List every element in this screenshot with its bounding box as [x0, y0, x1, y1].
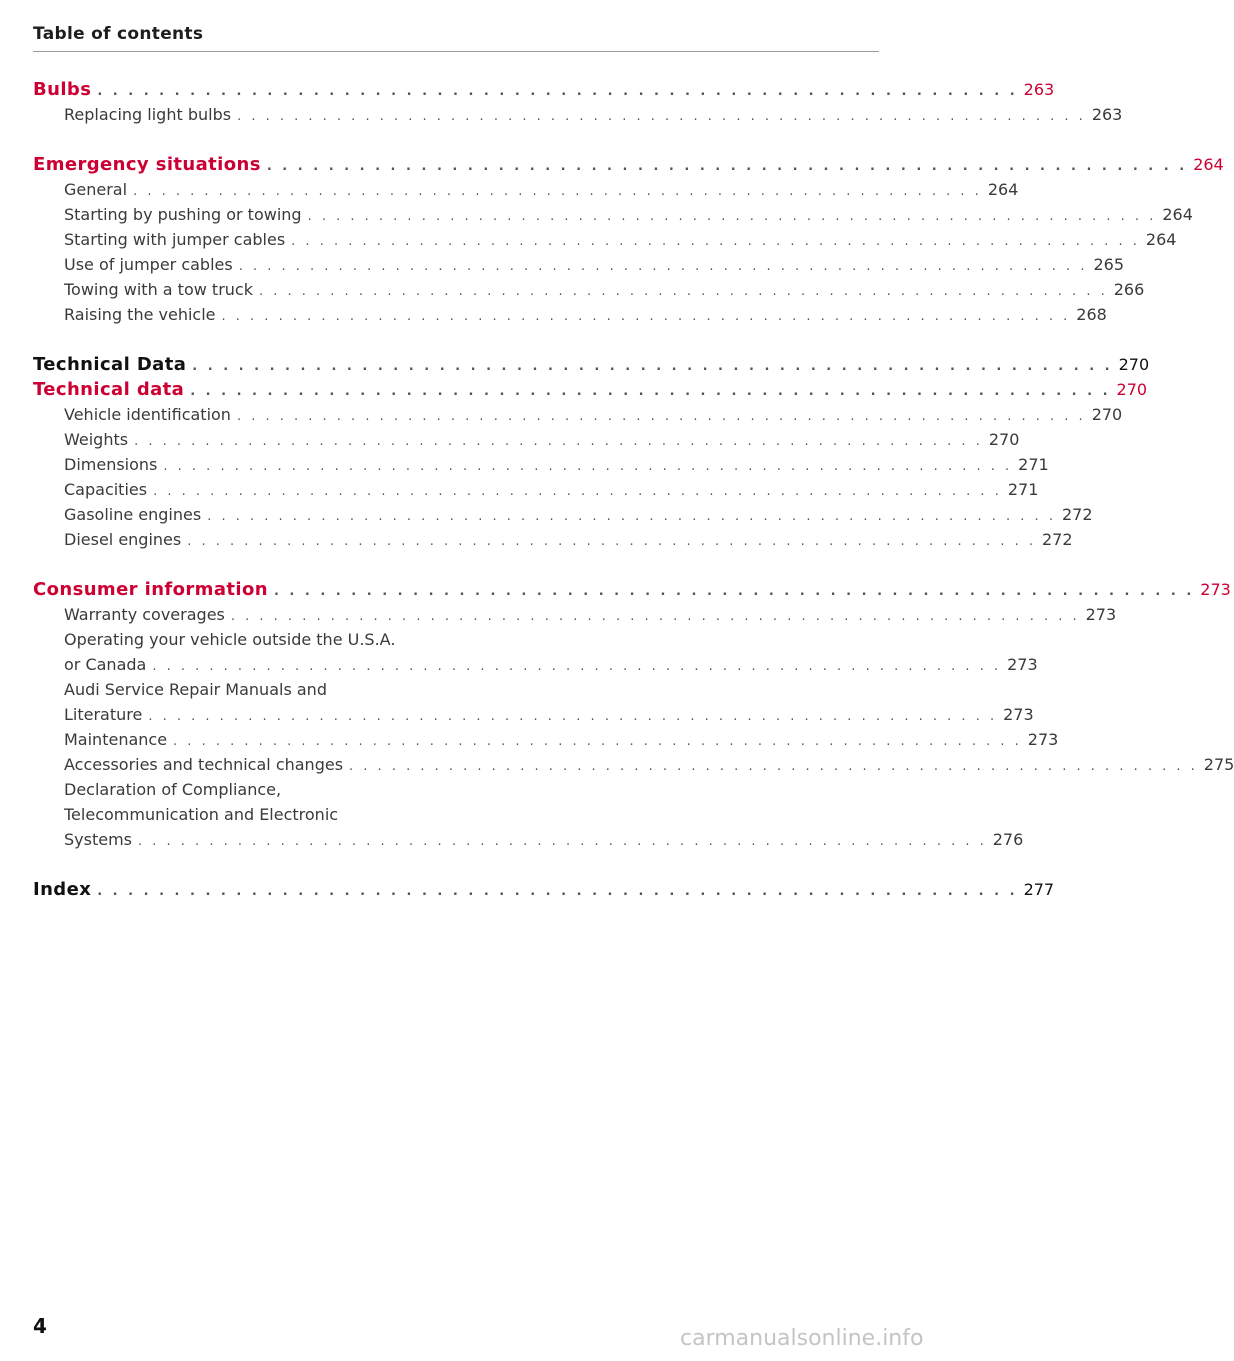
dot-leader: . . . . . . . . . . . . . . . . . . . . . . . . . . . . . . . . . . . . . . . . . . . . . . . . . . . . . . . . . . . .	[97, 884, 1018, 899]
page-number: 4	[33, 1314, 47, 1338]
toc-entry-label: Index	[33, 879, 92, 900]
dot-leader: . . . . . . . . . . . . . . . . . . . . . . . . . . . . . . . . . . . . . . . . . . . . . . . . . . . . . . . . . . . .	[163, 459, 1013, 474]
toc-entry-page: 272	[1061, 505, 1093, 524]
dot-leader: . . . . . . . . . . . . . . . . . . . . . . . . . . . . . . . . . . . . . . . . . . . . . . . . . . . . . . . . . . . .	[192, 359, 1113, 374]
toc-entry[interactable]	[33, 102, 1123, 127]
toc-chapter-entry[interactable]	[33, 152, 1224, 177]
toc-entry-label: or Canada	[64, 655, 147, 674]
toc-entry-label: Warranty coverages	[64, 605, 225, 624]
page-title: Table of contents	[33, 24, 204, 44]
toc-entry[interactable]	[33, 602, 1117, 627]
dot-leader: . . . . . . . . . . . . . . . . . . . . . . . . . . . . . . . . . . . . . . . . . . . . . . . . . . . . . . . . . . . .	[237, 109, 1086, 124]
toc-entry[interactable]	[33, 477, 1039, 502]
toc-entry[interactable]	[33, 527, 1073, 552]
toc-entry[interactable]	[33, 177, 1019, 202]
toc-chapter-entry[interactable]	[33, 377, 1148, 402]
toc-entry-label: Systems	[64, 830, 132, 849]
toc-entry-page: 273	[1003, 705, 1034, 724]
toc-entry-label: Maintenance	[64, 730, 168, 749]
toc-entry-page: 271	[1018, 455, 1049, 474]
toc-entry[interactable]	[33, 752, 1234, 777]
toc-entry-label: Raising the vehicle	[64, 305, 216, 324]
table-of-contents	[33, 77, 1234, 902]
spacer	[33, 327, 453, 352]
toc-entry-label: Telecommunication and Electronic	[64, 805, 339, 824]
dot-leader: . . . . . . . . . . . . . . . . . . . . . . . . . . . . . . . . . . . . . . . . . . . . . . . . . . . . . . . . . . . .	[97, 84, 1018, 99]
toc-entry-label: Weights	[64, 430, 129, 449]
dot-leader: . . . . . . . . . . . . . . . . . . . . . . . . . . . . . . . . . . . . . . . . . . . . . . . . . . . . . . . . . . . .	[230, 609, 1080, 624]
toc-entry[interactable]	[33, 702, 1034, 727]
toc-entry-continued	[33, 677, 453, 702]
dot-leader: . . . . . . . . . . . . . . . . . . . . . . . . . . . . . . . . . . . . . . . . . . . . . . . . . . . . . . . . . . . .	[133, 184, 982, 199]
toc-entry-page: 264	[1145, 230, 1177, 249]
toc-entry[interactable]	[33, 402, 1123, 427]
toc-entry-label: Declaration of Compliance,	[64, 780, 282, 799]
dot-leader: . . . . . . . . . . . . . . . . . . . . . . . . . . . . . . . . . . . . . . . . . . . . . . . . . . . . . . . . . . . .	[221, 309, 1071, 324]
toc-entry[interactable]	[33, 827, 1024, 852]
dot-leader: . . . . . . . . . . . . . . . . . . . . . . . . . . . . . . . . . . . . . . . . . . . . . . . . . . . . . . . . . . . .	[207, 509, 1056, 524]
toc-entry-continued	[33, 777, 453, 802]
toc-entry-label: Diesel engines	[64, 530, 182, 549]
toc-entry-label: Audi Service Repair Manuals and	[64, 680, 327, 699]
toc-entry-page: 270	[1116, 380, 1148, 399]
toc-entry-label: Capacities	[64, 480, 148, 499]
toc-entry[interactable]	[33, 502, 1093, 527]
toc-entry[interactable]	[33, 202, 1193, 227]
toc-entry-label: Literature	[64, 705, 143, 724]
dot-leader: . . . . . . . . . . . . . . . . . . . . . . . . . . . . . . . . . . . . . . . . . . . . . . . . . . . . . . . . . . . .	[349, 759, 1198, 774]
toc-entry-page: 273	[1027, 730, 1059, 749]
dot-leader: . . . . . . . . . . . . . . . . . . . . . . . . . . . . . . . . . . . . . . . . . . . . . . . . . . . . . . . . . . . .	[153, 484, 1002, 499]
toc-entry-page: 275	[1203, 755, 1234, 774]
toc-entry-page: 264	[1162, 205, 1193, 224]
toc-entry-label: Accessories and technical changes	[64, 755, 344, 774]
toc-entry-page: 272	[1041, 530, 1073, 549]
toc-entry[interactable]	[33, 427, 1020, 452]
toc-entry[interactable]	[33, 452, 1049, 477]
toc-entry-label: Operating your vehicle outside the U.S.A.	[64, 630, 396, 649]
dot-leader: . . . . . . . . . . . . . . . . . . . . . . . . . . . . . . . . . . . . . . . . . . . . . . . . . . . . . . . . . . . .	[148, 709, 998, 724]
toc-entry[interactable]	[33, 652, 1038, 677]
toc-entry-page: 263	[1091, 105, 1123, 124]
toc-entry-label: Technical Data	[33, 354, 187, 375]
dot-leader: . . . . . . . . . . . . . . . . . . . . . . . . . . . . . . . . . . . . . . . . . . . . . . . . . . . . . . . . . . . .	[152, 659, 1002, 674]
toc-entry-label: Starting by pushing or towing	[64, 205, 302, 224]
toc-entry-page: 273	[1007, 655, 1038, 674]
spacer	[33, 552, 453, 577]
toc-entry-label: Bulbs	[33, 79, 92, 100]
dot-leader: . . . . . . . . . . . . . . . . . . . . . . . . . . . . . . . . . . . . . . . . . . . . . . . . . . . . . . . . . . . .	[190, 384, 1111, 399]
toc-entry-label: Gasoline engines	[64, 505, 202, 524]
dot-leader: . . . . . . . . . . . . . . . . . . . . . . . . . . . . . . . . . . . . . . . . . . . . . . . . . . . . . . . . . . . .	[134, 434, 983, 449]
dot-leader: . . . . . . . . . . . . . . . . . . . . . . . . . . . . . . . . . . . . . . . . . . . . . . . . . . . . . . . . . . . .	[307, 209, 1157, 224]
dot-leader: . . . . . . . . . . . . . . . . . . . . . . . . . . . . . . . . . . . . . . . . . . . . . . . . . . . . . . . . . . . .	[236, 409, 1086, 424]
toc-entry-page: 270	[1091, 405, 1123, 424]
toc-entry-label: Vehicle identification	[64, 405, 231, 424]
toc-entry-page: 265	[1093, 255, 1124, 274]
toc-entry-page: 277	[1023, 880, 1055, 899]
dot-leader: . . . . . . . . . . . . . . . . . . . . . . . . . . . . . . . . . . . . . . . . . . . . . . . . . . . . . . . . . . . .	[258, 284, 1108, 299]
toc-entry[interactable]	[33, 727, 1059, 752]
page-header	[33, 24, 879, 52]
toc-entry-page: 273	[1085, 605, 1117, 624]
toc-entry-label: Emergency situations	[33, 154, 261, 175]
dot-leader: . . . . . . . . . . . . . . . . . . . . . . . . . . . . . . . . . . . . . . . . . . . . . . . . . . . . . . . . . . . .	[173, 734, 1022, 749]
dot-leader: . . . . . . . . . . . . . . . . . . . . . . . . . . . . . . . . . . . . . . . . . . . . . . . . . . . . . . . . . . . .	[138, 834, 987, 849]
toc-entry-label: Technical data	[33, 379, 185, 400]
toc-entry-label: Replacing light bulbs	[64, 105, 232, 124]
dot-leader: . . . . . . . . . . . . . . . . . . . . . . . . . . . . . . . . . . . . . . . . . . . . . . . . . . . . . . . . . . . .	[187, 534, 1036, 549]
toc-entry-page: 270	[988, 430, 1020, 449]
toc-entry-label: Starting with jumper cables	[64, 230, 286, 249]
toc-entry-page: 268	[1076, 305, 1107, 324]
dot-leader: . . . . . . . . . . . . . . . . . . . . . . . . . . . . . . . . . . . . . . . . . . . . . . . . . . . . . . . . . . . .	[291, 234, 1140, 249]
spacer	[33, 127, 453, 152]
toc-entry-page: 263	[1023, 80, 1055, 99]
toc-entry-label: General	[64, 180, 128, 199]
toc-entry-page: 273	[1200, 580, 1231, 599]
toc-entry[interactable]	[33, 302, 1107, 327]
spacer	[33, 852, 453, 877]
toc-entry[interactable]	[33, 227, 1177, 252]
toc-entry-continued	[33, 627, 453, 652]
toc-entry-label: Consumer information	[33, 579, 268, 600]
toc-entry-label: Dimensions	[64, 455, 158, 474]
toc-entry-page: 266	[1113, 280, 1145, 299]
toc-chapter-entry[interactable]	[33, 77, 1055, 102]
toc-entry[interactable]	[33, 277, 1145, 302]
toc-entry-page: 271	[1007, 480, 1039, 499]
toc-entry-page: 264	[1193, 155, 1224, 174]
toc-entry[interactable]	[33, 252, 1124, 277]
toc-entry-page: 264	[987, 180, 1019, 199]
toc-entry-page: 270	[1118, 355, 1150, 374]
dot-leader: . . . . . . . . . . . . . . . . . . . . . . . . . . . . . . . . . . . . . . . . . . . . . . . . . . . . . . . . . . . .	[238, 259, 1088, 274]
toc-entry-continued	[33, 802, 453, 827]
toc-entry-label: Towing with a tow truck	[64, 280, 253, 299]
toc-chapter-entry[interactable]	[33, 877, 1055, 902]
dot-leader: . . . . . . . . . . . . . . . . . . . . . . . . . . . . . . . . . . . . . . . . . . . . . . . . . . . . . . . . . . . .	[266, 159, 1188, 174]
dot-leader: . . . . . . . . . . . . . . . . . . . . . . . . . . . . . . . . . . . . . . . . . . . . . . . . . . . . . . . . . . . .	[273, 584, 1195, 599]
toc-chapter-entry[interactable]	[33, 577, 1231, 602]
toc-entry-page: 276	[992, 830, 1024, 849]
toc-chapter-entry[interactable]	[33, 352, 1150, 377]
toc-entry-label: Use of jumper cables	[64, 255, 233, 274]
watermark: carmanualsonline.info	[680, 1326, 924, 1351]
